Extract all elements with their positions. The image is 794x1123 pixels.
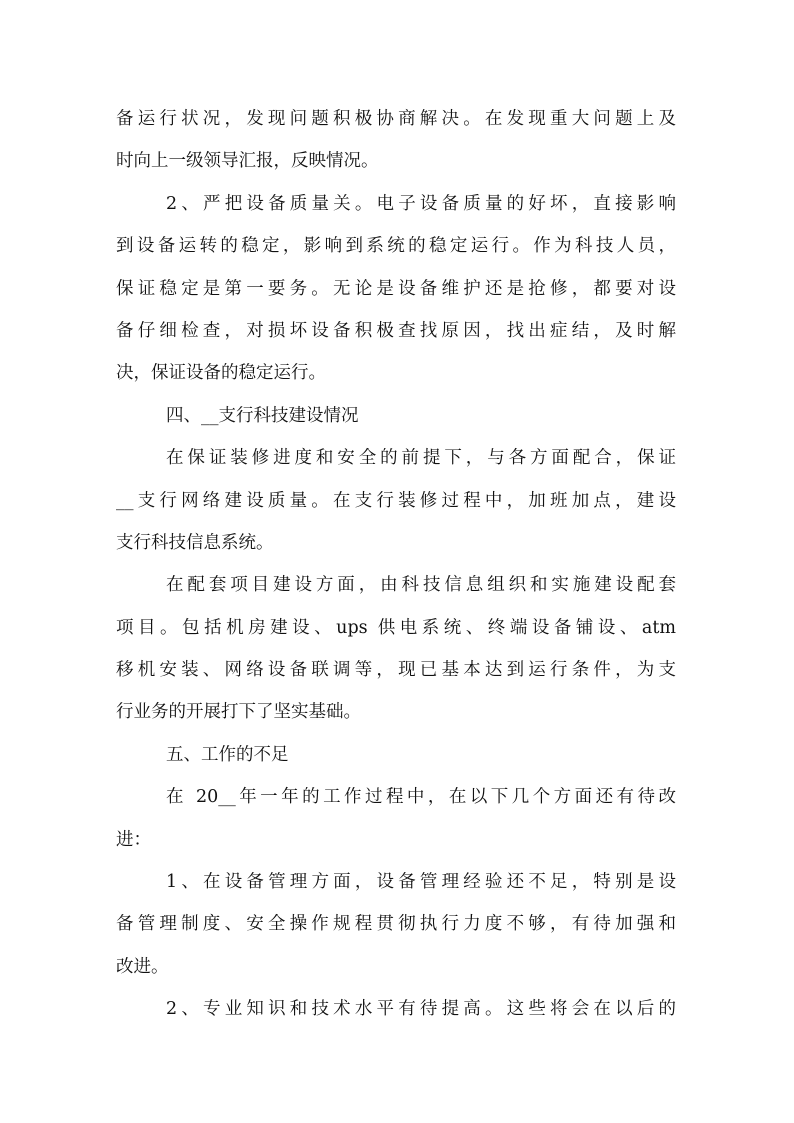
text-line: 五、工作的不足 [166, 744, 289, 765]
text-line: 2、专业知识和技术水平有待提高。这些将会在以后的 [166, 999, 676, 1020]
text-line: 移机安装、网络设备联调等，现已基本达到运行条件，为支 [116, 660, 676, 681]
text-line: 支行科技信息系统。 [116, 532, 274, 553]
text-line: 在 20__年一年的工作过程中，在以下几个方面还有待改 [166, 787, 676, 808]
text-line: 四、__支行科技建设情况 [166, 405, 359, 426]
text-line: 备管理制度、安全操作规程贯彻执行力度不够，有待加强和 [116, 914, 676, 935]
text-line: 改进。 [116, 956, 169, 977]
text-line: __支行网络建设质量。在支行装修过程中，加班加点，建设 [116, 490, 676, 511]
text-line: 决，保证设备的稳定运行。 [116, 363, 326, 384]
text-line: 保证稳定是第一要务。无论是设备维护还是抢修，都要对设 [116, 278, 676, 299]
text-line: 备仔细检查，对损坏设备积极查找原因，找出症结，及时解 [116, 320, 676, 341]
text-line: 行业务的开展打下了坚实基础。 [116, 702, 361, 723]
document-body [116, 98, 676, 1031]
text-line: 在配套项目建设方面，由科技信息组织和实施建设配套 [166, 575, 676, 596]
text-line: 时向上一级领导汇报，反映情况。 [116, 151, 379, 172]
text-line: 备运行状况，发现问题积极协商解决。在发现重大问题上及 [116, 109, 676, 129]
text-line: 到设备运转的稳定，影响到系统的稳定运行。作为科技人员， [116, 236, 676, 257]
text-line: 1、在设备管理方面，设备管理经验还不足，特别是设 [166, 872, 676, 893]
text-line: 项目。包括机房建设、ups 供电系统、终端设备铺设、atm [116, 617, 676, 638]
text-line: 进： [116, 829, 151, 850]
text-line: 2、严把设备质量关。电子设备质量的好坏，直接影响 [166, 193, 676, 214]
text-line: 在保证装修进度和安全的前提下，与各方面配合，保证 [166, 448, 676, 469]
